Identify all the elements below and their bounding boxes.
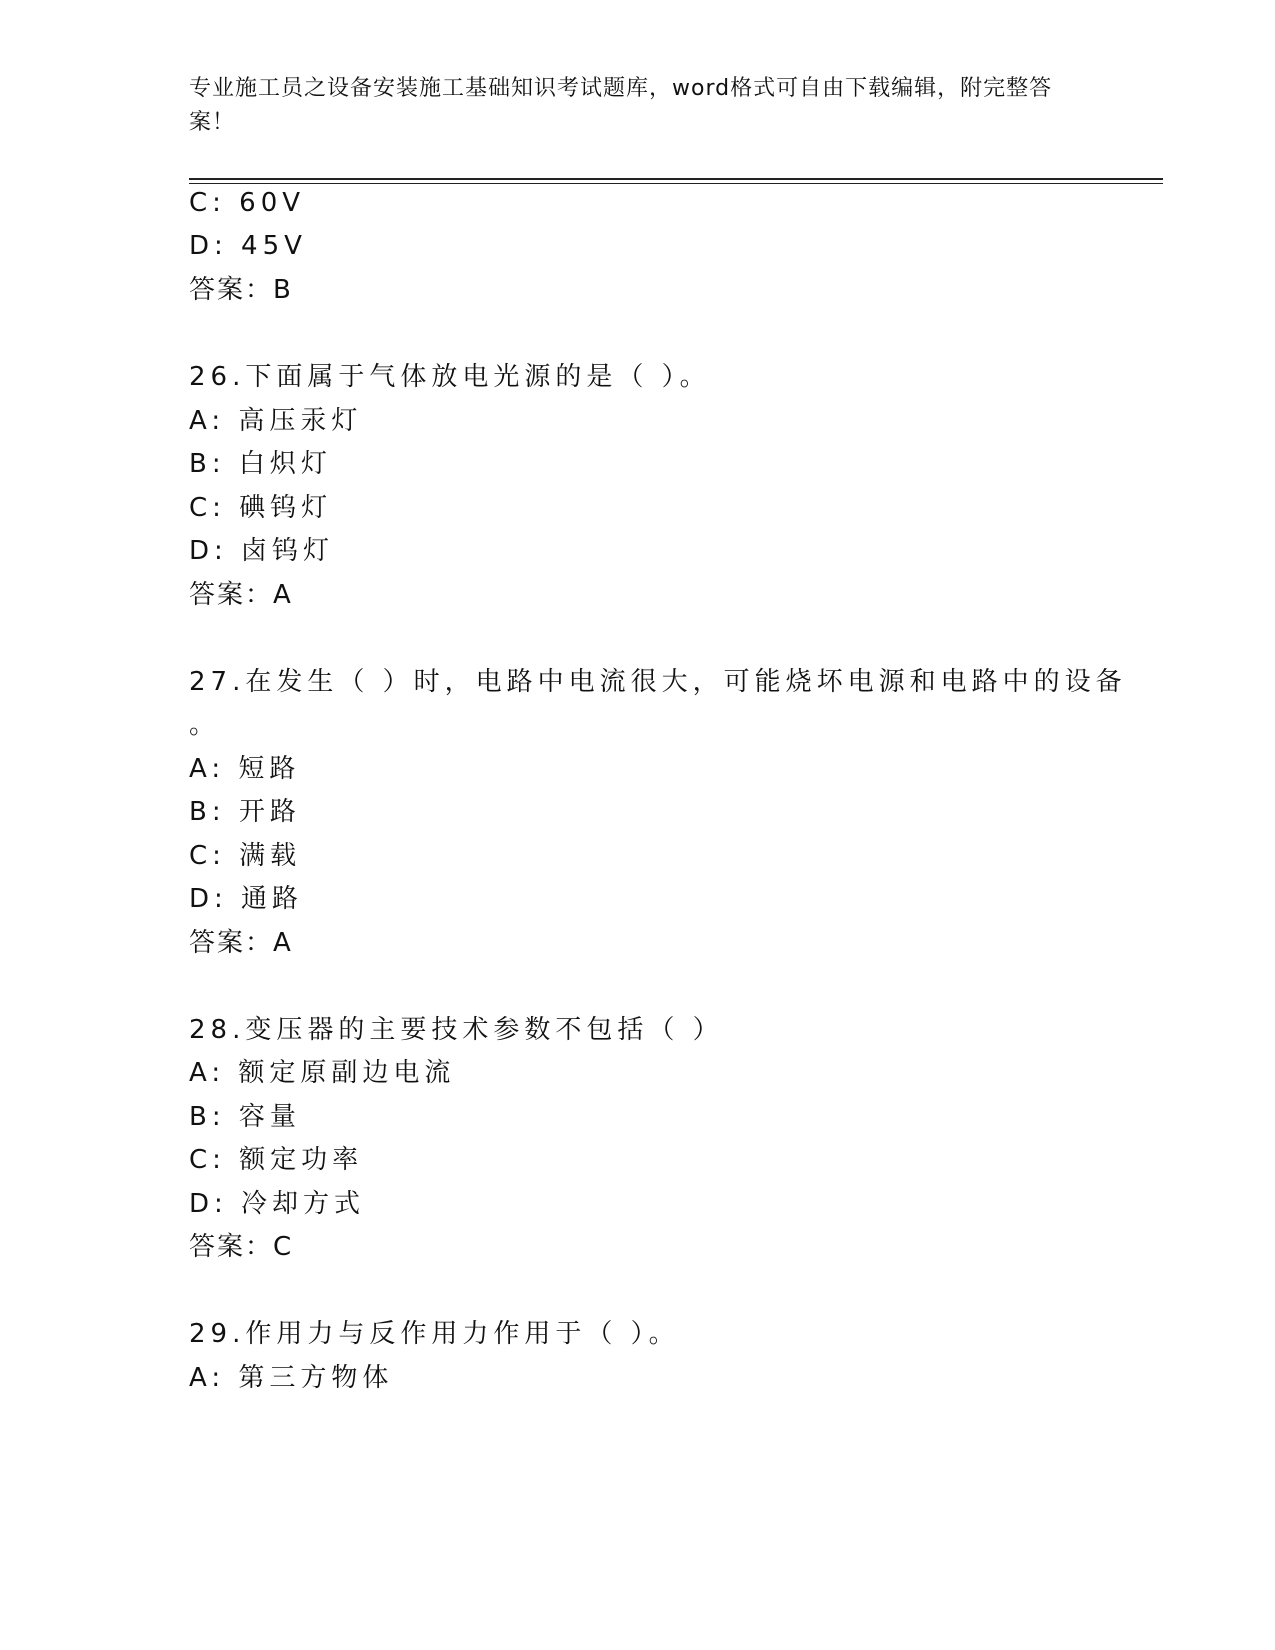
- q27-option-a: A: 短路: [189, 754, 301, 784]
- question-27-line-2: 。: [189, 710, 221, 740]
- question-26: 26.下面属于气体放电光源的是（ ）。: [189, 362, 711, 392]
- question-29: 29.作用力与反作用力作用于（ ）。: [189, 1319, 680, 1349]
- q26-option-c: C: 碘钨灯: [189, 493, 333, 523]
- q28-option-c: C: 额定功率: [189, 1145, 364, 1175]
- question-28: 28.变压器的主要技术参数不包括（ ）: [189, 1015, 724, 1045]
- q28-option-d: D: 冷却方式: [189, 1189, 366, 1219]
- header-divider-thin: [189, 183, 1163, 184]
- answer-previous: 答案：B: [189, 275, 293, 305]
- option-c-previous: C: 60V: [189, 188, 306, 218]
- q27-answer: 答案：A: [189, 928, 293, 958]
- option-d-previous: D: 45V: [189, 231, 307, 261]
- header-divider-thick: [189, 178, 1163, 180]
- q26-option-a: A: 高压汞灯: [189, 406, 363, 436]
- q27-option-b: B: 开路: [189, 797, 301, 827]
- question-27-line-1: 27.在发生（ ）时，电路中电流很大，可能烧坏电源和电路中的设备: [189, 667, 1127, 697]
- q29-option-a: A: 第三方物体: [189, 1363, 394, 1393]
- q28-answer: 答案：C: [189, 1232, 294, 1262]
- q26-option-d: D: 卤钨灯: [189, 536, 335, 566]
- q28-option-a: A: 额定原副边电流: [189, 1058, 456, 1088]
- q27-option-c: C: 满载: [189, 841, 302, 871]
- q27-option-d: D: 通路: [189, 884, 304, 914]
- q28-option-b: B: 容量: [189, 1102, 301, 1132]
- q26-option-b: B: 白炽灯: [189, 449, 332, 479]
- document-header: 专业施工员之设备安装施工基础知识考试题库，word格式可自由下载编辑，附完整答案！: [189, 76, 1053, 135]
- q26-answer: 答案：A: [189, 580, 293, 610]
